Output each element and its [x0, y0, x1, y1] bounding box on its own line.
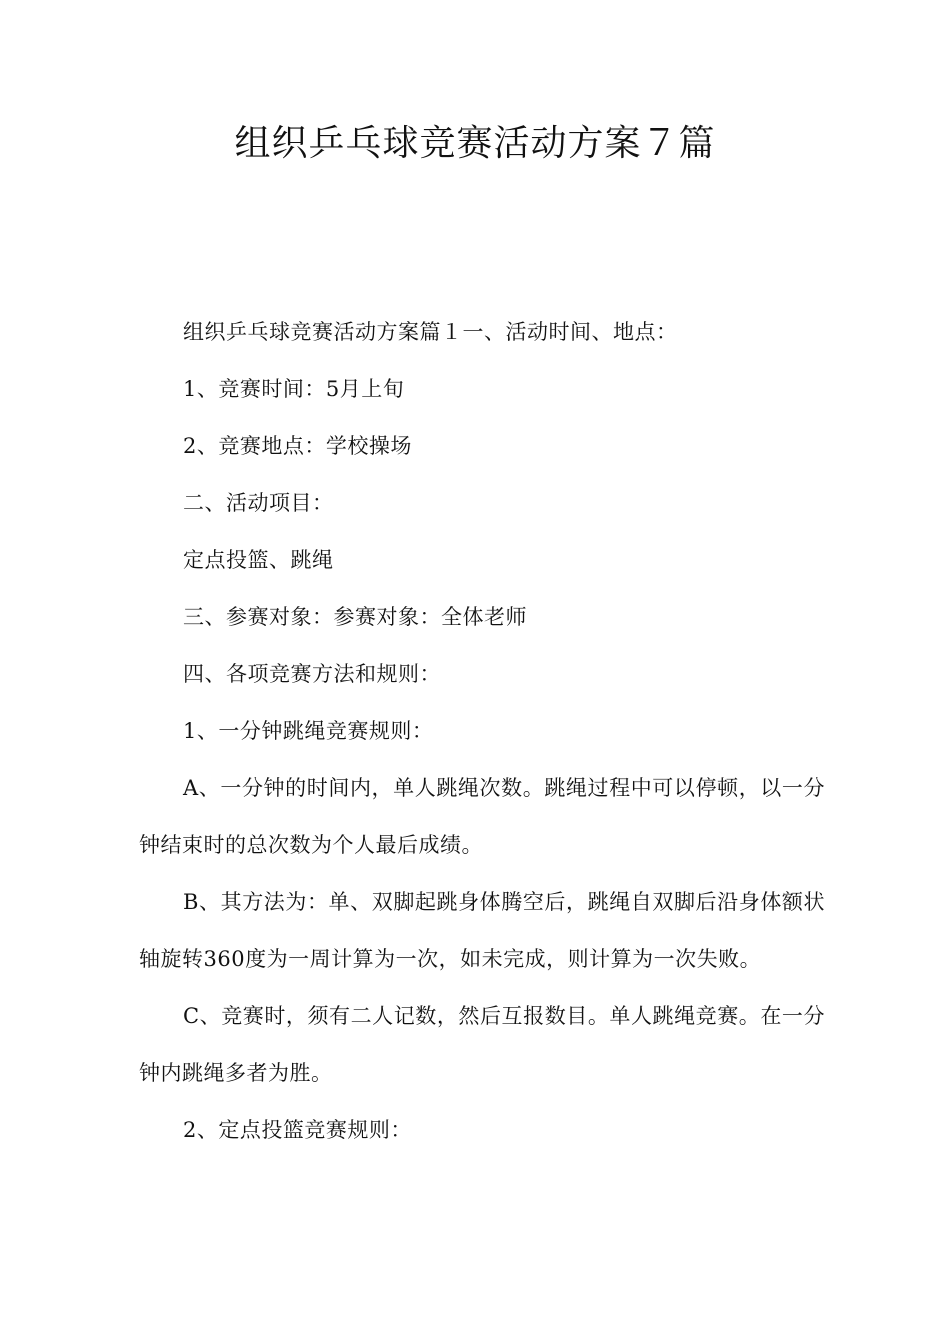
paragraph: 2、定点投篮竞赛规则： — [183, 1118, 412, 1142]
paragraph: 定点投篮、跳绳 — [183, 548, 334, 572]
paragraph: 三、参赛对象：参赛对象：全体老师 — [183, 605, 527, 629]
paragraph: A、一分钟的时间内，单人跳绳次数。跳绳过程中可以停顿，以一分钟结束时的总次数为个人最后成绩。 — [139, 776, 825, 857]
paragraph: B、其方法为：单、双脚起跳身体腾空后，跳绳自双脚后沿身体额状轴旋转360度为一周计算为一次，如未完成，则计算为一次失败。 — [139, 890, 825, 971]
document-title: 组织乒乓球竞赛活动方案７篇 — [234, 123, 716, 164]
paragraph: 组织乒乓球竞赛活动方案篇１一、活动时间、地点： — [183, 320, 678, 344]
paragraph: 2、竞赛地点：学校操场 — [183, 434, 412, 458]
paragraph: C、竞赛时，须有二人记数，然后互报数目。单人跳绳竞赛。在一分钟内跳绳多者为胜。 — [139, 1004, 825, 1085]
paragraph: 1、竞赛时间：5月上旬 — [183, 377, 405, 401]
paragraph: 四、各项竞赛方法和规则： — [183, 662, 441, 686]
document-body — [139, 304, 825, 1159]
paragraph: 二、活动项目： — [183, 491, 334, 515]
paragraph: 1、一分钟跳绳竞赛规则： — [183, 719, 434, 743]
